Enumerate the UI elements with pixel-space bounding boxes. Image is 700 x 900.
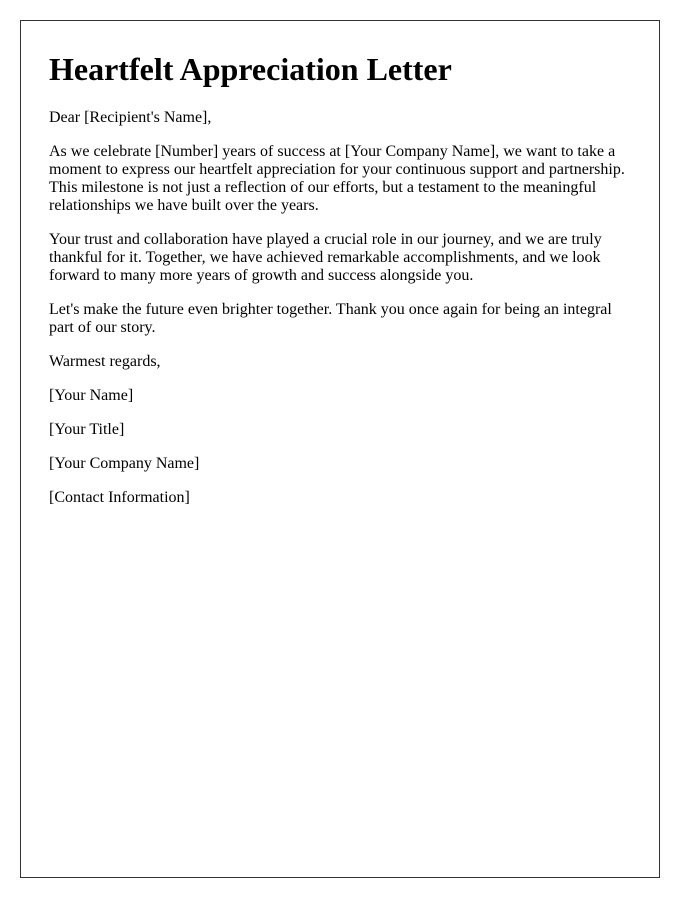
letter-paragraph-2: Your trust and collaboration have played a crucial role in our journey, and we are truly thankful for it. Together, we have achieved remarkable accomplishments, and we look forward to many more years of growth and success alongside you. [49, 231, 602, 284]
signature-title: [Your Title] [49, 421, 125, 438]
letter-paragraph-1: As we celebrate [Number] years of success at [Your Company Name], we want to take a moment to express our heartfelt appreciation for your continuous support and partnership. This milestone is not just a reflection of our efforts, but a testament to the meaningful relationships we have built over the years. [49, 143, 625, 214]
letter-paragraph-3: Let's make the future even brighter together. Thank you once again for being an integral part of our story. [49, 301, 612, 336]
letter-greeting: Dear [Recipient's Name], [49, 109, 212, 126]
letter-page [20, 20, 660, 878]
letter-closing: Warmest regards, [49, 353, 161, 370]
signature-company: [Your Company Name] [49, 455, 200, 472]
signature-contact: [Contact Information] [49, 489, 190, 506]
letter-title: Heartfelt Appreciation Letter [49, 51, 452, 87]
letter-content [49, 49, 633, 523]
signature-name: [Your Name] [49, 387, 134, 404]
